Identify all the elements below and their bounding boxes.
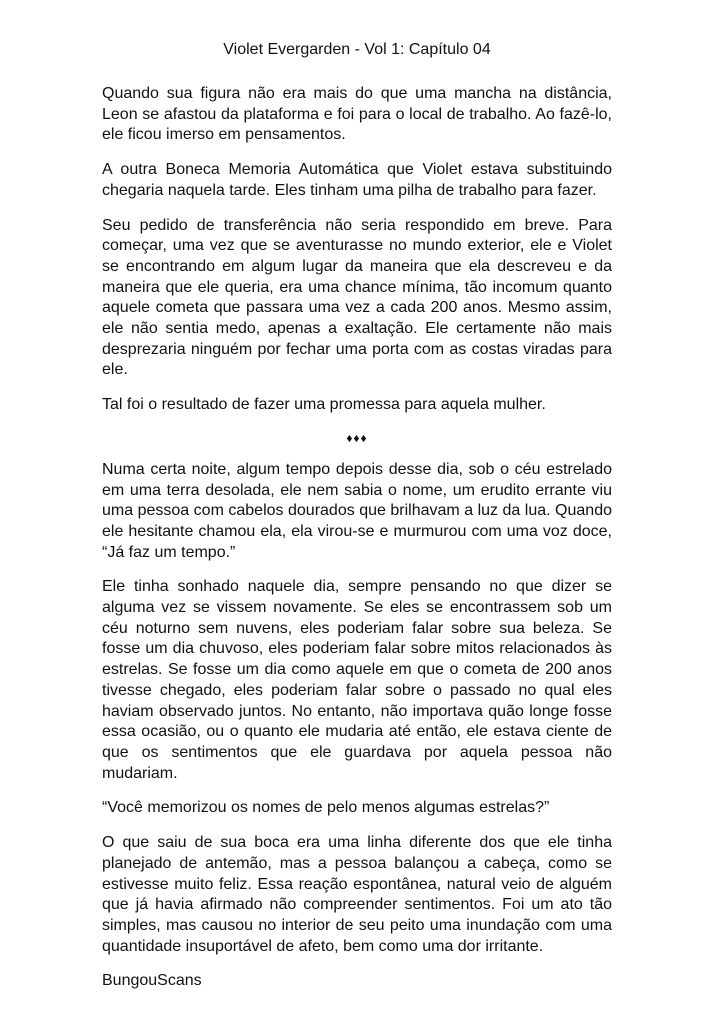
paragraph-5: Numa certa noite, algum tempo depois desse dia, sob o céu estrelado em uma terra desolada, ele nem sabia o nome, um erudito errante viu uma pessoa com cabelos dourados que brilhavam a luz da lua. Quando ele hesitante chamou ela, ela virou-se e murmurou com uma voz doce, “Já faz um tempo.” [102,460,612,561]
paragraph-3: Seu pedido de transferência não seria respondido em breve. Para começar, uma vez que se aventurasse no mundo exterior, ele e Violet se encontrando em algum lugar da maneira que ela descreveu e da maneira que ele queria, era uma chance mínima, tão incomum quanto aquele cometa que passara uma vez a cada 200 anos. Mesmo assim, ele não sentia medo, apenas a exaltação. Ele certamente não mais desprezaria ninguém por fechar uma porta com as costas viradas para ele. [102,216,612,379]
paragraph-8: O que saiu de sua boca era uma linha diferente dos que ele tinha planejado de antemão, mas a pessoa balançou a cabeça, como se estivesse muito feliz. Essa reação espontânea, natural veio de alguém que já havia afirmado não compreender sentimentos. Foi um ato tão simples, mas causou no interior de seu peito uma inundação com uma quantidade insuportável de afeto, bem como uma dor irritante. [102,834,612,955]
paragraph-7: “Você memorizou os nomes de pelo menos algumas estrelas?” [102,799,550,817]
credit-line: BungouScans [102,972,202,990]
paragraph-2: A outra Boneca Memoria Automática que Violet estava substituindo chegaria naquela tarde. Eles tinham uma pilha de trabalho para fazer. [102,161,612,199]
chapter-body [102,84,612,1006]
page-header-title: Violet Evergarden - Vol 1: Capítulo 04 [223,41,491,58]
paragraph-1: Quando sua figura não era mais do que uma mancha na distância, Leon se afastou da plataforma e foi para o local de trabalho. Ao fazê-lo, ele ficou imerso em pensamentos. [102,85,612,144]
section-separator: ♦♦♦ [346,430,368,445]
paragraph-4: Tal foi o resultado de fazer uma promessa para aquela mulher. [102,396,546,414]
paragraph-6: Ele tinha sonhado naquele dia, sempre pensando no que dizer se alguma vez se vissem novamente. Se eles se encontrassem sob um céu noturno sem nuvens, eles poderiam falar sobre sua beleza. Se fosse um dia chuvoso, eles poderiam falar sobre mitos relacionados às estrelas. Se fosse um dia como aquele em que o cometa de 200 anos tivesse chegado, eles poderiam falar sobre o passado no qual eles haviam observado juntos. No entanto, não importava quão longe fosse essa ocasião, ou o quanto ele mudaria até então, ele estava ciente de que os sentimentos que ele guardava por aquela pessoa não mudariam. [102,578,612,782]
